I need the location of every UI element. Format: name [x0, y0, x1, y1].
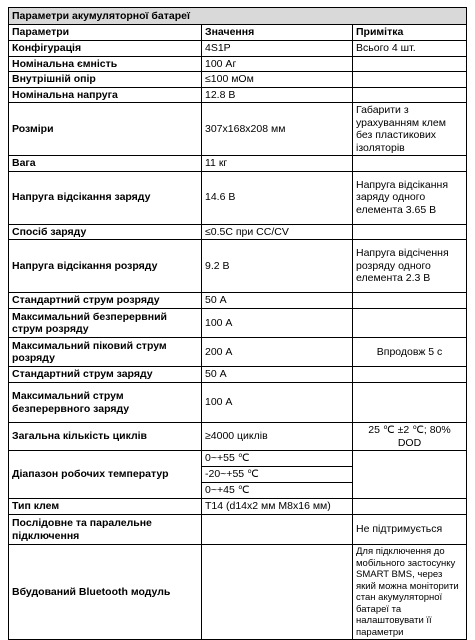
row-value: 12.8 В: [202, 87, 353, 103]
row-value: 11 кг: [202, 156, 353, 172]
row-note: [353, 72, 467, 88]
table-row: [9, 545, 467, 640]
row-note: [353, 224, 467, 240]
row-value-temp-2: -20~+55 ℃: [202, 467, 353, 483]
row-label: Тип клем: [9, 499, 202, 515]
row-note: [353, 451, 467, 499]
table-row: [9, 293, 467, 309]
row-label: Внутрішній опір: [9, 72, 202, 88]
row-note: Напруга відсічення розряду одного елемента 2.3 В: [353, 240, 467, 293]
battery-spec-table: [8, 7, 467, 640]
row-label: Номінальна ємність: [9, 56, 202, 72]
table-row: [9, 41, 467, 57]
row-value: ≤0.5C при CC/CV: [202, 224, 353, 240]
row-note: Впродовж 5 с: [353, 338, 467, 367]
table-row: [9, 383, 467, 423]
row-note: [353, 309, 467, 338]
row-note: [353, 499, 467, 515]
table-row: [9, 338, 467, 367]
row-label: Розміри: [9, 103, 202, 156]
row-value: ≥4000 циклів: [202, 423, 353, 451]
row-value: ≤100 мОм: [202, 72, 353, 88]
row-label: Вбудований Bluetooth модуль: [9, 545, 202, 640]
row-value: 100 Аг: [202, 56, 353, 72]
row-value: 4S1P: [202, 41, 353, 57]
row-note: [353, 56, 467, 72]
row-label: Конфігурація: [9, 41, 202, 57]
row-note: [353, 156, 467, 172]
row-label: Максимальний струм безперервного заряду: [9, 383, 202, 423]
row-value: T14 (d14x2 мм M8x16 мм): [202, 499, 353, 515]
row-note: Всього 4 шт.: [353, 41, 467, 57]
header-notes: Примітка: [353, 25, 467, 41]
table-row: [9, 171, 467, 224]
row-note: [353, 293, 467, 309]
row-note: Габарити з урахуванням клем без пластикових ізоляторів: [353, 103, 467, 156]
row-value-temp-3: 0~+45 ℃: [202, 483, 353, 499]
row-label: Спосіб заряду: [9, 224, 202, 240]
table-header-row: [9, 25, 467, 41]
table-title-row: [9, 8, 467, 25]
row-label: Стандартний струм розряду: [9, 293, 202, 309]
header-parameters: Параметри: [9, 25, 202, 41]
row-label: Напруга відсікання розряду: [9, 240, 202, 293]
table-row: [9, 309, 467, 338]
table-row: [9, 103, 467, 156]
row-label: Послідовне та паралельне підключення: [9, 515, 202, 545]
header-values: Значення: [202, 25, 353, 41]
row-label: Максимальний піковий струм розряду: [9, 338, 202, 367]
table-title: Параметри акумуляторної батареї: [9, 8, 467, 25]
row-label: Номінальна напруга: [9, 87, 202, 103]
row-value: 14.6 В: [202, 171, 353, 224]
table-row: [9, 240, 467, 293]
row-note: Напруга відсікання заряду одного елемента 3.65 В: [353, 171, 467, 224]
row-label: Максимальний безперервний струм розряду: [9, 309, 202, 338]
row-value: 200 А: [202, 338, 353, 367]
table-row: [9, 56, 467, 72]
row-note: Не підтримується: [353, 515, 467, 545]
row-value: 9.2 В: [202, 240, 353, 293]
table-row: [9, 224, 467, 240]
row-value: 100 А: [202, 383, 353, 423]
table-row: [9, 72, 467, 88]
table-row: [9, 515, 467, 545]
row-value: [202, 515, 353, 545]
row-note: [353, 87, 467, 103]
row-note: [353, 367, 467, 383]
row-value: [202, 545, 353, 640]
row-label: Напруга відсікання заряду: [9, 171, 202, 224]
row-value-temp-1: 0~+55 ℃: [202, 451, 353, 467]
row-value: 50 А: [202, 293, 353, 309]
table-row: [9, 423, 467, 451]
battery-spec-document: [8, 7, 466, 640]
row-note: [353, 383, 467, 423]
table-row: [9, 499, 467, 515]
table-row: [9, 156, 467, 172]
row-note: 25 ℃ ±2 ℃; 80% DOD: [353, 423, 467, 451]
row-value: 50 А: [202, 367, 353, 383]
row-value: 307x168x208 мм: [202, 103, 353, 156]
row-label: Стандартний струм заряду: [9, 367, 202, 383]
row-value: 100 А: [202, 309, 353, 338]
table-row: [9, 87, 467, 103]
row-note: Для підключення до мобільного застосунку SMART BMS, через який можна моніторити стан акумуляторної батареї та налаштовувати її параметри: [353, 545, 467, 640]
row-label: Загальна кількість циклів: [9, 423, 202, 451]
table-row: [9, 367, 467, 383]
row-label: Вага: [9, 156, 202, 172]
row-label: Діапазон робочих температур: [9, 451, 202, 499]
table-row: [9, 451, 467, 467]
